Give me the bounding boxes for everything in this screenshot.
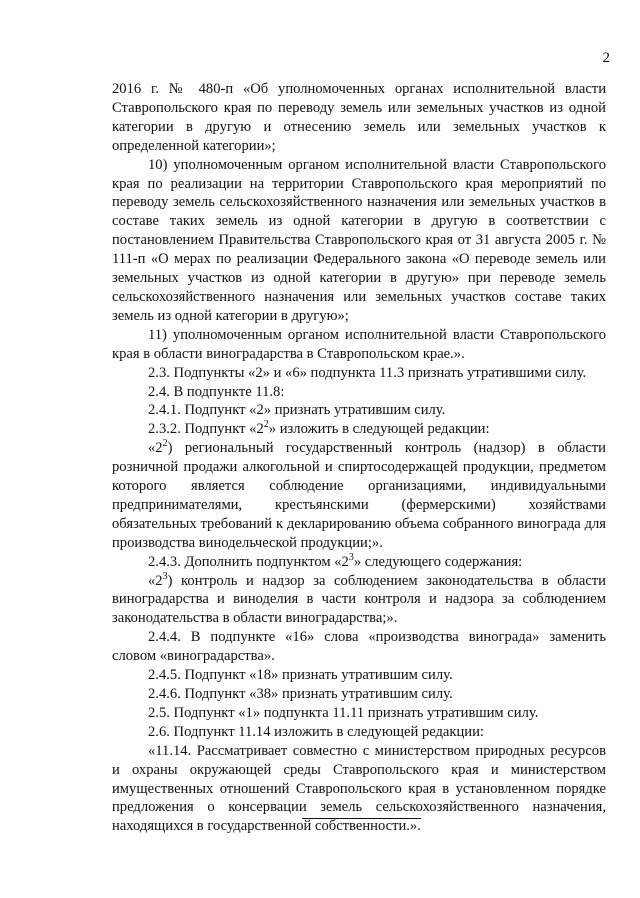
page-number: 2 [602,50,610,66]
superscript: 2 [162,438,168,450]
paragraph-2-4: 2.4. В подпункте 11.8: [148,383,285,400]
paragraph-text: » следующего содержания: [353,553,523,570]
paragraph-text: » изложить в следующей редакции: [268,421,490,438]
paragraph-quote-2-3 [112,572,606,629]
paragraph-item-11: 11) уполномоченным органом исполнительной власти Ставропольского края в области виноградарства в Ставропольском крае.». [112,326,606,362]
closing-rule [302,818,421,819]
document-body [112,80,606,836]
paragraph-2-4-3 [112,553,606,572]
paragraph-2-4-5: 2.4.5. Подпункт «18» признать утратившим силу. [148,667,453,684]
paragraph-text: «2 [148,440,163,457]
paragraph-2-3: 2.3. Подпункты «2» и «6» подпункта 11.3 признать утратившими силу. [148,364,587,381]
paragraph-text: ) контроль и надзор за соблюдением законодательства в области виноградарства и виноделия в части контроля и надзора за соблюдением законодательства в области виноградарства;». [112,572,606,627]
paragraph-text: 2.3.2. Подпункт «2 [148,421,264,438]
paragraph-quote-2-2 [112,439,606,552]
paragraph-2-5: 2.5. Подпункт «1» подпункта 11.11 признать утратившим силу. [148,704,539,721]
paragraph-2-4-1: 2.4.1. Подпункт «2» признать утратившим силу. [148,402,446,419]
paragraph-item-10: 10) уполномоченным органом исполнительной власти Ставропольского края по реализации на территории Ставропольского края мероприятий по переводу земель сельскохозяйственного назначения или земельных участков в составе таких земель из одной категории в другую в соответствии с постановлением Правительства Ставропольского края от 31 августа 2005 г. № 111-п «О мерах по реализации Федерального закона «О переводе земель или земельных участков из одной категории в другую» при переводе земель сельскохозяйственного назначения или земельных участков составе таких земель из одной категории в другую»; [112,156,606,324]
paragraph-text: 2.4.3. Дополнить подпунктом «2 [148,553,349,570]
superscript: 2 [263,419,269,431]
paragraph-2-6: 2.6. Подпункт 11.14 изложить в следующей редакции: [148,723,484,740]
paragraph-2-4-4: 2.4.4. В подпункте «16» слова «производства винограда» заменить словом «виноградарства». [112,629,606,665]
superscript: 3 [162,570,168,582]
paragraph-text: ) региональный государственный контроль (надзор) в области розничной продажи алкогольной и спиртосодержащей продукции, предметом которого является соблюдение организациями, индивидуальными предпринимателями, крестьянскими (фермерскими) хозяйствами обязательных требований к декларированию объема собранного винограда для производства винодельческой продукции;». [112,440,606,551]
paragraph-continuation: 2016 г. № 480-п «Об уполномоченных органах исполнительной власти Ставропольского края по переводу земель или земельных участков из одной категории в другую и отнесению земель или земельных участков к определенной категории»; [112,81,606,154]
paragraph-2-4-6: 2.4.6. Подпункт «38» признать утратившим силу. [148,686,453,702]
superscript: 3 [348,551,354,563]
paragraph-quote-11-14: «11.14. Рассматривает совместно с министерством природных ресурсов и охраны окружающей среды Ставропольского края и министерством имущественных отношений Ставропольского края в установленном порядке предложения о консервации земель сельскохозяйственного назначения, находящихся в государственной собственности.». [112,742,606,835]
paragraph-2-3-2 [112,420,606,439]
paragraph-text: «2 [148,572,163,589]
